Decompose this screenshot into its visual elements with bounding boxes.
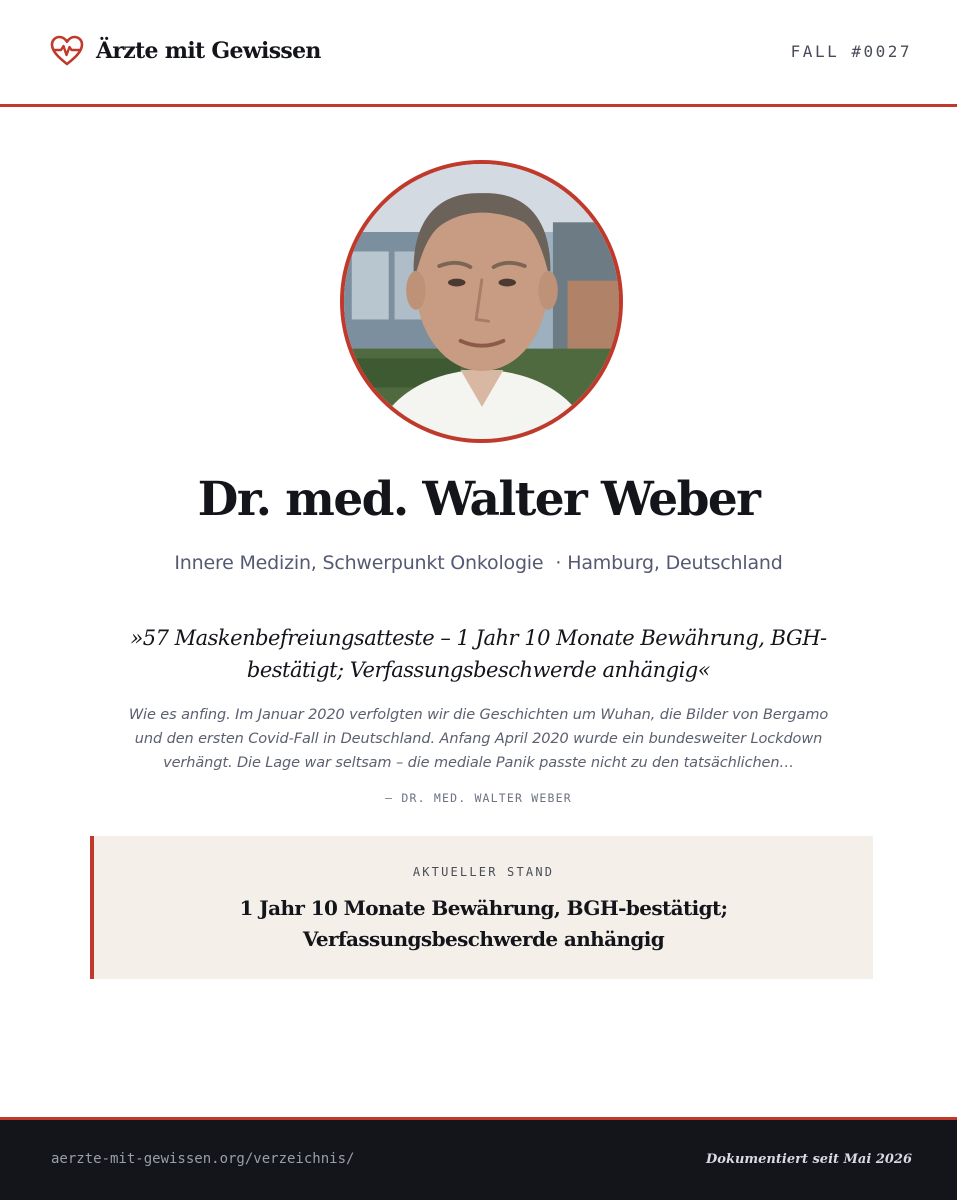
statement-excerpt: Wie es anfing. Im Januar 2020 verfolgten wir die Geschichten um Wuhan, die Bilder von Bergamo und den ersten Covid-Fall in Deutschland. Anfang April 2020 wurde ein bundesweiter Lockdown verhängt. Die Lage war seltsam – die mediale Panik passte nicht zu den tatsächlichen… — [128, 707, 829, 771]
doctor-portrait — [340, 160, 623, 443]
brand-logo[interactable] — [50, 33, 321, 69]
doctor-meta — [0, 552, 957, 574]
case-number: FALL #0027 — [790, 42, 912, 61]
status-text: 1 Jahr 10 Monate Bewährung, BGH-bestätigt; Verfassungsbeschwerde anhängig — [239, 896, 728, 951]
status-label: AKTUELLER STAND — [412, 865, 555, 879]
current-status-box — [90, 836, 873, 979]
site-footer — [0, 1117, 957, 1200]
quote-attribution: — DR. MED. WALTER WEBER — [385, 791, 572, 805]
heart-pulse-icon — [50, 35, 84, 67]
site-header — [0, 0, 957, 107]
footer-url-link[interactable]: aerzte-mit-gewissen.org/verzeichnis/ — [51, 1151, 355, 1167]
brand-name: Ärzte mit Gewissen — [96, 38, 321, 64]
portrait-photo — [344, 164, 619, 439]
meta-separator: · — [555, 552, 562, 574]
location: Hamburg, Deutschland — [567, 552, 783, 574]
doctor-name: Dr. med. Walter Weber — [197, 472, 760, 527]
documented-since-note: Dokumentiert seit Mai 2026 — [706, 1152, 912, 1167]
case-summary-quote: »57 Maskenbefreiungsatteste – 1 Jahr 10 Monate Bewährung, BGH-bestätigt; Verfassungsbeschwerde anhängig« — [130, 626, 827, 682]
specialty: Innere Medizin, Schwerpunkt Onkologie — [174, 552, 544, 574]
